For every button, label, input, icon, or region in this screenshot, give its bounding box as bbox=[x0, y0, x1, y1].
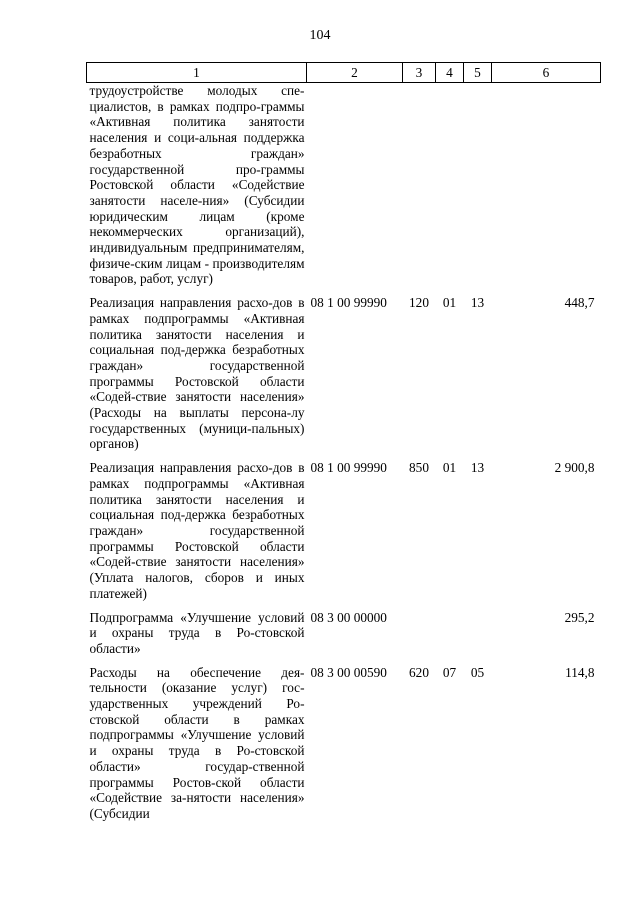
page-number: 104 bbox=[309, 28, 331, 43]
table-row bbox=[87, 610, 601, 657]
row-col-3 bbox=[403, 610, 436, 657]
header-col-6: 6 bbox=[492, 63, 601, 83]
row-col-5 bbox=[464, 610, 492, 657]
row-amount: 114,8 bbox=[565, 664, 595, 680]
row-col-5: 05 bbox=[470, 664, 485, 680]
row-description: Подпрограмма «Улучшение условий и охраны труда в Ро-стовской области» bbox=[89, 609, 305, 656]
header-col-1: 1 bbox=[87, 63, 307, 83]
row-col-5 bbox=[464, 83, 492, 288]
table-row bbox=[87, 83, 601, 288]
header-col-3: 3 bbox=[403, 63, 436, 83]
row-code bbox=[307, 83, 403, 288]
row-amount: 448,7 bbox=[564, 295, 595, 311]
row-col-4: 01 bbox=[442, 295, 457, 311]
row-code: 08 3 00 00590 bbox=[310, 664, 387, 680]
row-col-4 bbox=[436, 610, 464, 657]
row-col-5: 13 bbox=[470, 460, 485, 476]
table-row bbox=[87, 295, 601, 452]
row-col-3: 850 bbox=[409, 460, 429, 476]
row-col-4 bbox=[436, 83, 464, 288]
row-code: 08 3 00 00000 bbox=[310, 609, 387, 625]
row-code: 08 1 00 99990 bbox=[310, 295, 387, 311]
row-col-3: 620 bbox=[409, 664, 429, 680]
row-amount: 2 900,8 bbox=[554, 460, 595, 476]
table-row bbox=[87, 665, 601, 822]
row-col-5: 13 bbox=[470, 295, 485, 311]
row-code: 08 1 00 99990 bbox=[310, 460, 387, 476]
header-col-5: 5 bbox=[464, 63, 492, 83]
row-col-3 bbox=[403, 83, 436, 288]
header-row bbox=[87, 63, 601, 83]
row-col-3: 120 bbox=[409, 295, 429, 311]
row-description: трудоустройстве молодых спе-циалистов, в рамках подпро-граммы «Активная политика занятости населения и соци-альная поддержка безработных граждан» государственной про-граммы Ростовской области «Содействие занятости населе-ния» (Субсидии юридическим лицам (кроме некоммерческих организаций), индивидуальным предпринимателям, физиче-ским лицам - производителям товаров, работ, услуг) bbox=[89, 83, 305, 287]
row-description: Реализация направления расхо-дов в рамках подпрограммы «Активная политика занятости населения и социальная под-держка безработных граждан» государственной программы Ростовской области «Содей-ствие занятости населения» (Уплата налогов, сборов и иных платежей) bbox=[89, 460, 305, 601]
row-amount bbox=[492, 83, 601, 288]
budget-table bbox=[86, 62, 601, 822]
header-col-2: 2 bbox=[307, 63, 403, 83]
row-amount: 295,2 bbox=[564, 609, 595, 625]
table-row bbox=[87, 460, 601, 601]
row-description: Расходы на обеспечение дея-тельности (оказание услуг) гос-ударственных учреждений Ро-стовской области в рамках подпрограммы «Улучшение условий и охраны труда в Ро-стовской области» государ-ственной программы Ростов-ской области «Содействие за-нятости населения» (Субсидии bbox=[89, 664, 305, 821]
row-col-4: 01 bbox=[442, 460, 457, 476]
header-col-4: 4 bbox=[436, 63, 464, 83]
row-col-4: 07 bbox=[442, 664, 457, 680]
row-description: Реализация направления расхо-дов в рамках подпрограммы «Активная политика занятости населения и социальная под-держка безработных граждан» государственной программы Ростовской области «Содей-ствие занятости населения» (Расходы на выплаты персона-лу государственных (муници-пальных) органов) bbox=[89, 295, 305, 452]
